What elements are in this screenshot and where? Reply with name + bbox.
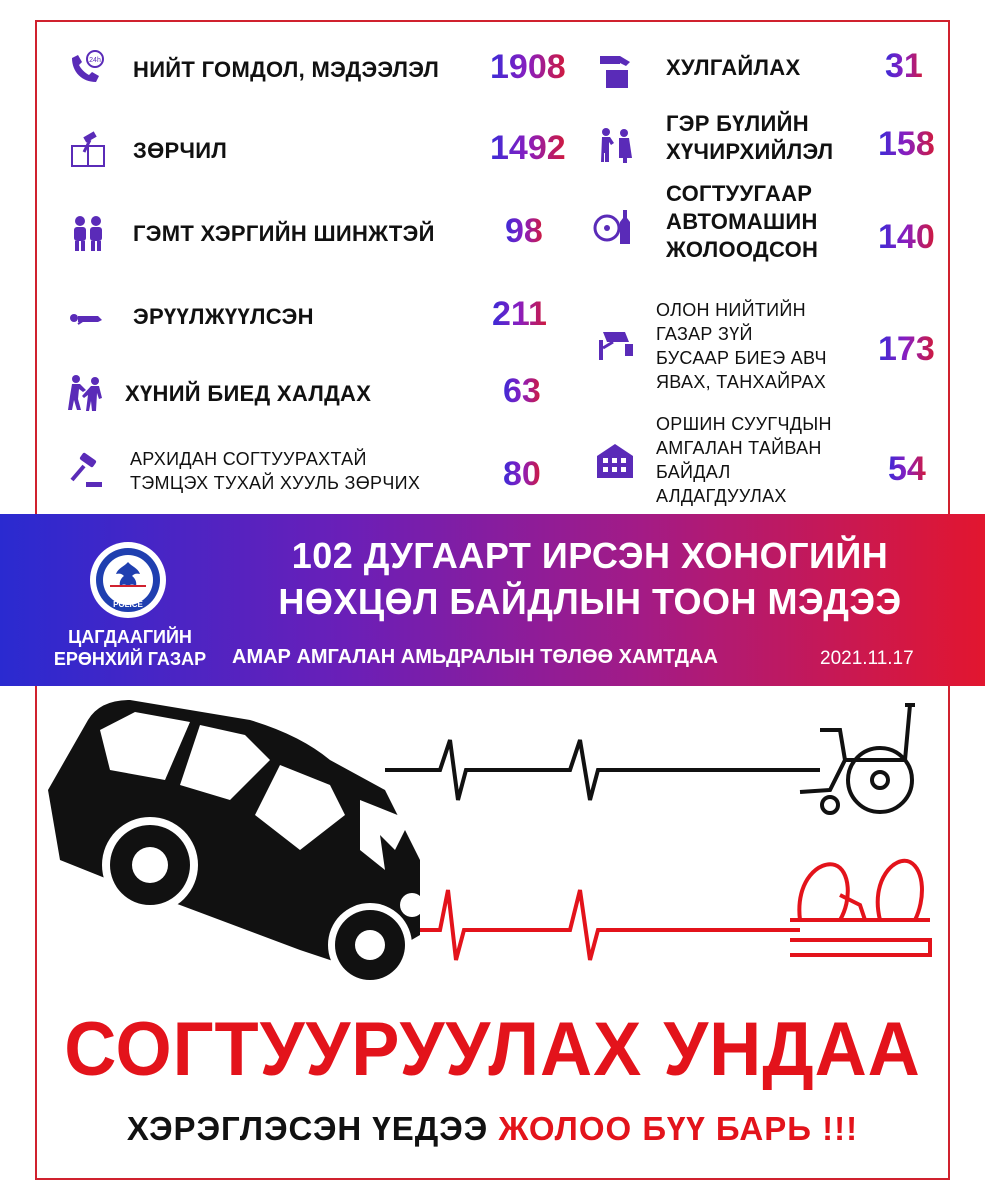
domestic-violence-icon [596, 124, 636, 164]
tagline-red: ЖОЛОО БҮҮ БАРЬ !!! [498, 1110, 859, 1147]
org-name-line: ЦАГДААГИЙН [68, 627, 192, 647]
stat-label-line: ХҮЧИРХИЙЛЭЛ [666, 139, 834, 164]
stat-label-line: АЛДАГДУУЛАХ [656, 486, 787, 506]
stat-value-domestic-violence: 158 [878, 125, 935, 163]
organization-name [40, 626, 220, 670]
stat-label-line: ОРШИН СУУГЧДЫН [656, 414, 832, 434]
stat-value-violations: 1492 [490, 129, 566, 167]
stat-label-violations: ЗӨРЧИЛ [133, 138, 228, 163]
violation-book-icon [68, 130, 108, 170]
tagline-black: ХЭРЭГЛЭСЭН ҮЕДЭЭ [126, 1110, 489, 1147]
stat-label-line: ОЛОН НИЙТИЙН [656, 300, 806, 320]
stat-label-line: ЖОЛООДСОН [666, 237, 819, 262]
stat-label-line: СОГТУУГААР [666, 181, 813, 206]
stat-value-public-disorder: 173 [878, 330, 935, 368]
stat-label-domestic-violence [666, 110, 833, 166]
banner-title-line: 102 ДУГААРТ ИРСЭН ХОНОГИЙН [291, 535, 889, 576]
stat-label-line: БУСААР БИЕЭ АВЧ [656, 348, 827, 368]
stat-value-theft: 31 [885, 47, 923, 85]
stat-label-line: ЯВАХ, ТАНХАЙРАХ [656, 372, 827, 392]
badge-text: POLICE [113, 600, 143, 609]
theft-hand-icon [596, 50, 636, 90]
stat-label-line: АВТОМАШИН [666, 209, 818, 234]
stat-value-torture: 211 [492, 295, 547, 333]
stat-value-total-complaints: 1908 [490, 48, 566, 86]
org-name-line: ЕРӨНХИЙ ГАЗАР [53, 649, 207, 669]
banner-subtitle: АМАР АМГАЛАН АМЬДРАЛЫН ТӨЛӨӨ ХАМТДАА [232, 646, 718, 668]
gavel-icon [66, 452, 106, 492]
banner-title-line: НӨХЦӨЛ БАЙДЛЫН ТООН МЭДЭЭ [278, 581, 902, 622]
apartment-building-icon [595, 440, 635, 480]
stat-label-line: АМГАЛАН ТАЙВАН [656, 438, 822, 458]
stat-label-alcohol-law [130, 447, 420, 495]
stat-label-bodily-harm: ХҮНИЙ БИЕД ХАЛДАХ [125, 381, 372, 406]
stat-label-line: ТЭМЦЭХ ТУХАЙ ХУУЛЬ ЗӨРЧИХ [130, 473, 421, 493]
stat-label-theft: ХУЛГАЙЛАХ [666, 55, 801, 80]
slogan-tagline [0, 1110, 985, 1148]
stat-value-alcohol-law: 80 [503, 455, 541, 493]
assault-icon [66, 372, 106, 412]
stat-value-residents-peace: 54 [888, 450, 926, 488]
phone-24h-icon [66, 48, 106, 88]
slogan-headline: СОГТУУРУУЛАХ УНДАА [64, 1007, 921, 1092]
stat-label-torture: ЭРҮҮЛЖҮҮЛСЭН [133, 304, 314, 329]
lying-person-icon [66, 298, 106, 338]
stat-label-line: ГАЗАР ЗҮЙ [656, 324, 753, 344]
stat-label-line: БАЙДАЛ [656, 462, 731, 482]
stat-value-crime-signs: 98 [505, 212, 543, 250]
stat-label-crime-signs: ГЭМТ ХЭРГИЙН ШИНЖТЭЙ [133, 221, 435, 246]
stat-label-line: ГЭР БҮЛИЙН [666, 111, 809, 136]
police-badge-icon [88, 540, 168, 620]
stat-label-line: АРХИДАН СОГТУУРАХТАЙ [130, 449, 367, 469]
stat-value-bodily-harm: 63 [503, 372, 541, 410]
stat-label-total-complaints: НИЙТ ГОМДОЛ, МЭДЭЭЛЭЛ [133, 57, 440, 82]
stat-label-public-disorder [656, 298, 827, 394]
banner-title [240, 533, 940, 625]
wheel-bottle-icon [593, 206, 633, 246]
cctv-camera-icon [595, 326, 635, 366]
stat-label-drunk-driving [666, 180, 818, 264]
banner-date: 2021.11.17 [820, 648, 914, 669]
stat-label-residents-peace [656, 412, 832, 508]
svg-text:24h: 24h [89, 57, 101, 64]
police-officers-icon [68, 212, 108, 252]
stat-value-drunk-driving: 140 [878, 218, 935, 256]
